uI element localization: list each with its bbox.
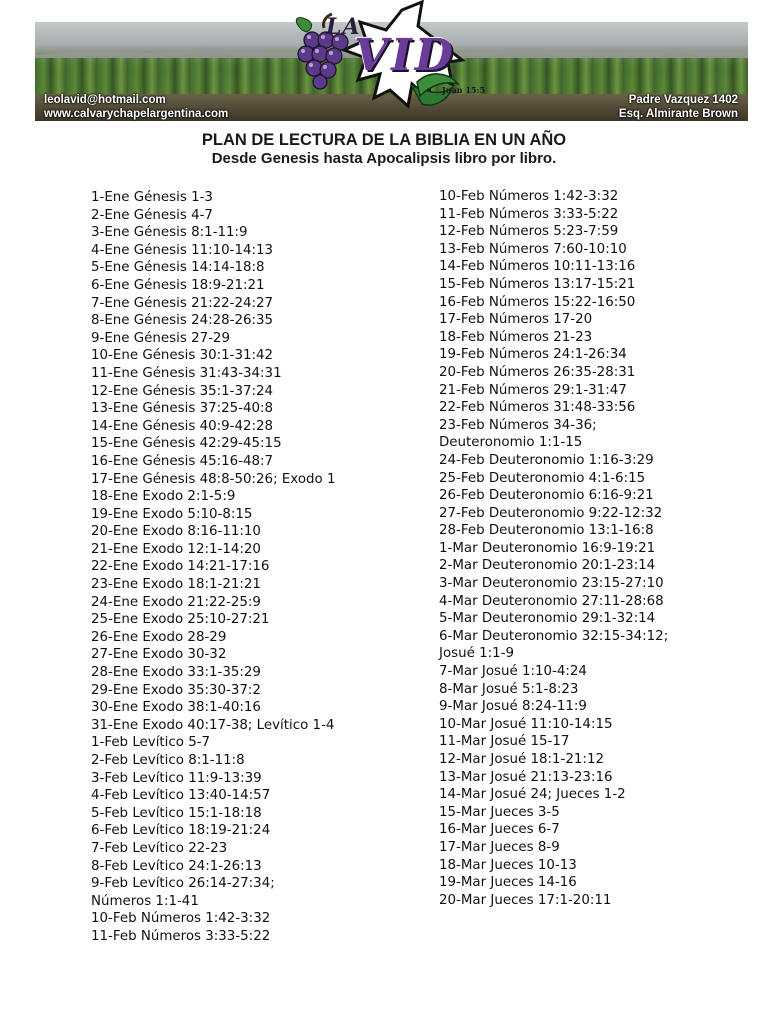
reading-item: Josué 1:1-9 bbox=[439, 646, 515, 662]
reading-item: 8-Mar Josué 5:1-8:23 bbox=[439, 681, 579, 697]
reading-item: 4-Feb Levítico 13:40-14:57 bbox=[91, 788, 271, 804]
reading-item: 15-Ene Génesis 42:29-45:15 bbox=[91, 436, 282, 452]
address-line-2: Esq. Almirante Brown bbox=[618, 108, 738, 120]
contact-info bbox=[44, 93, 228, 121]
reading-item: 1-Ene Génesis 1-3 bbox=[91, 190, 213, 205]
reading-item: 27-Ene Exodo 30-32 bbox=[91, 647, 227, 663]
reading-item: 11-Mar Josué 15-17 bbox=[439, 734, 570, 750]
reading-item: 18-Feb Números 21-23 bbox=[439, 329, 593, 345]
reading-item: 28-Ene Exodo 33:1-35:29 bbox=[91, 665, 261, 681]
reading-item: 19-Mar Jueces 14-16 bbox=[439, 875, 577, 891]
reading-item: 5-Ene Génesis 14:14-18:8 bbox=[91, 260, 265, 276]
reading-item: 12-Feb Números 5:23-7:59 bbox=[439, 224, 619, 240]
reading-item: 7-Feb Levítico 22-23 bbox=[91, 840, 228, 856]
reading-item: 20-Feb Números 26:35-28:31 bbox=[439, 364, 636, 380]
reading-item: 27-Feb Deuteronomio 9:22-12:32 bbox=[439, 505, 663, 521]
reading-item: 7-Mar Josué 1:10-4:24 bbox=[439, 664, 587, 680]
reading-item: 6-Ene Génesis 18:9-21:21 bbox=[91, 277, 265, 293]
email-text: leolavid@hotmail.com bbox=[44, 94, 166, 106]
reading-item: 14-Feb Números 10:11-13:16 bbox=[439, 259, 636, 275]
reading-item: 11-Feb Números 3:33-5:22 bbox=[91, 928, 271, 944]
reading-item: 21-Ene Exodo 12:1-14:20 bbox=[91, 541, 261, 557]
reading-item: 2-Mar Deuteronomio 20:1-23:14 bbox=[439, 558, 656, 574]
page-subtitle: Desde Genesis hasta Apocalipsis libro por libro. bbox=[211, 150, 557, 167]
reading-item: 28-Feb Deuteronomio 13:1-16:8 bbox=[439, 523, 654, 539]
reading-item: 5-Mar Deuteronomio 29:1-32:14 bbox=[439, 611, 656, 627]
reading-item: 18-Mar Jueces 10-13 bbox=[439, 857, 577, 873]
reading-item: 25-Feb Deuteronomio 4:1-6:15 bbox=[439, 470, 646, 486]
reading-item: 1-Mar Deuteronomio 16:9-19:21 bbox=[439, 540, 656, 556]
reading-item: 2-Feb Levítico 8:1-11:8 bbox=[91, 753, 245, 768]
reading-item: 3-Feb Levítico 11:9-13:39 bbox=[91, 770, 262, 786]
page-title: PLAN DE LECTURA DE LA BIBLIA EN UN AÑO bbox=[201, 131, 567, 149]
reading-item: 25-Ene Exodo 25:10-27:21 bbox=[91, 612, 270, 628]
reading-item: 23-Ene Exodo 18:1-21:21 bbox=[91, 577, 261, 593]
reading-item: 24-Feb Deuteronomio 1:16-3:29 bbox=[439, 452, 654, 468]
reading-item: 19-Ene Exodo 5:10-8:15 bbox=[91, 506, 253, 522]
reading-item: 10-Ene Génesis 30:1-31:42 bbox=[91, 348, 274, 364]
reading-item: 9-Mar Josué 8:24-11:9 bbox=[439, 699, 587, 715]
la-vid-logo bbox=[262, 0, 502, 120]
reading-item: 10-Feb Números 1:42-3:32 bbox=[91, 911, 271, 927]
reading-item: 8-Feb Levítico 24:1-26:13 bbox=[91, 858, 262, 874]
reading-item: 14-Ene Génesis 40:9-42:28 bbox=[91, 418, 274, 434]
reading-item: 13-Feb Números 7:60-10:10 bbox=[439, 241, 627, 257]
logo-verse: Juan 15:5 bbox=[442, 85, 486, 95]
reading-item: 9-Ene Génesis 27-29 bbox=[91, 330, 230, 346]
reading-item: 10-Feb Números 1:42-3:32 bbox=[439, 189, 619, 204]
reading-item: 21-Feb Números 29:1-31:47 bbox=[439, 382, 627, 398]
reading-item: 30-Ene Exodo 38:1-40:16 bbox=[91, 700, 261, 716]
reading-item: 16-Mar Jueces 6-7 bbox=[439, 822, 560, 838]
reading-item: 20-Ene Exodo 8:16-11:10 bbox=[91, 524, 261, 540]
reading-item: 23-Feb Números 34-36; bbox=[439, 417, 597, 433]
reading-item: 31-Ene Exodo 40:17-38; Levítico 1-4 bbox=[91, 717, 335, 733]
reading-item: 26-Ene Exodo 28-29 bbox=[91, 629, 227, 645]
reading-item: 6-Feb Levítico 18:19-21:24 bbox=[91, 823, 271, 839]
reading-item: 3-Ene Génesis 8:1-11:9 bbox=[91, 225, 248, 241]
reading-item: 5-Feb Levítico 15:1-18:18 bbox=[91, 805, 262, 821]
reading-item: 12-Mar Josué 18:1-21:12 bbox=[439, 752, 604, 767]
reading-item: 9-Feb Levítico 26:14-27:34; bbox=[91, 876, 275, 892]
reading-item: 13-Mar Josué 21:13-23:16 bbox=[439, 769, 613, 785]
reading-item: 8-Ene Génesis 24:28-26:35 bbox=[91, 313, 274, 329]
reading-item: 6-Mar Deuteronomio 32:15-34:12; bbox=[439, 628, 669, 644]
reading-item: 11-Feb Números 3:33-5:22 bbox=[439, 206, 619, 222]
reading-item: 4-Ene Génesis 11:10-14:13 bbox=[91, 242, 274, 258]
reading-item: 17-Mar Jueces 8-9 bbox=[439, 839, 560, 855]
reading-item: 17-Feb Números 17-20 bbox=[439, 312, 593, 328]
reading-item: Números 1:1-41 bbox=[91, 893, 199, 909]
reading-item: 22-Ene Exodo 14:21-17:16 bbox=[91, 559, 270, 575]
logo-text-vid: VID bbox=[354, 30, 456, 81]
reading-item: 19-Feb Números 24:1-26:34 bbox=[439, 347, 627, 363]
reading-item: 3-Mar Deuteronomio 23:15-27:10 bbox=[439, 576, 664, 592]
reading-item: 13-Ene Génesis 37:25-40:8 bbox=[91, 401, 274, 417]
reading-item: 14-Mar Josué 24; Jueces 1-2 bbox=[439, 787, 626, 803]
reading-item: 29-Ene Exodo 35:30-37:2 bbox=[91, 682, 261, 698]
reading-list-left bbox=[91, 189, 335, 946]
address-info bbox=[619, 93, 738, 121]
logo-text-la: LA bbox=[326, 14, 361, 40]
reading-item: Deuteronomio 1:1-15 bbox=[439, 435, 583, 451]
reading-item: 24-Ene Exodo 21:22-25:9 bbox=[91, 594, 261, 610]
reading-item: 26-Feb Deuteronomio 6:16-9:21 bbox=[439, 488, 654, 504]
reading-item: 15-Feb Números 13:17-15:21 bbox=[439, 276, 636, 292]
reading-item: 18-Ene Exodo 2:1-5:9 bbox=[91, 489, 236, 505]
reading-item: 2-Ene Génesis 4-7 bbox=[91, 207, 213, 223]
reading-item: 15-Mar Jueces 3-5 bbox=[439, 804, 560, 820]
reading-item: 4-Mar Deuteronomio 27:11-28:68 bbox=[439, 593, 664, 609]
reading-item: 10-Mar Josué 11:10-14:15 bbox=[439, 716, 613, 732]
reading-item: 16-Ene Génesis 45:16-48:7 bbox=[91, 453, 274, 469]
reading-item: 16-Feb Números 15:22-16:50 bbox=[439, 294, 636, 310]
reading-item: 7-Ene Génesis 21:22-24:27 bbox=[91, 295, 274, 311]
reading-item: 20-Mar Jueces 17:1-20:11 bbox=[439, 892, 612, 908]
reading-list-right bbox=[439, 188, 668, 909]
reading-item: 11-Ene Génesis 31:43-34:31 bbox=[91, 365, 282, 381]
address-line-1: Padre Vazquez 1402 bbox=[628, 94, 738, 106]
reading-item: 1-Feb Levítico 5-7 bbox=[91, 735, 211, 751]
reading-item: 17-Ene Génesis 48:8-50:26; Exodo 1 bbox=[91, 471, 336, 487]
reading-item: 22-Feb Números 31:48-33:56 bbox=[439, 400, 636, 416]
reading-item: 12-Ene Génesis 35:1-37:24 bbox=[91, 383, 274, 399]
website-text: www.calvarychapelargentina.com bbox=[44, 108, 229, 120]
